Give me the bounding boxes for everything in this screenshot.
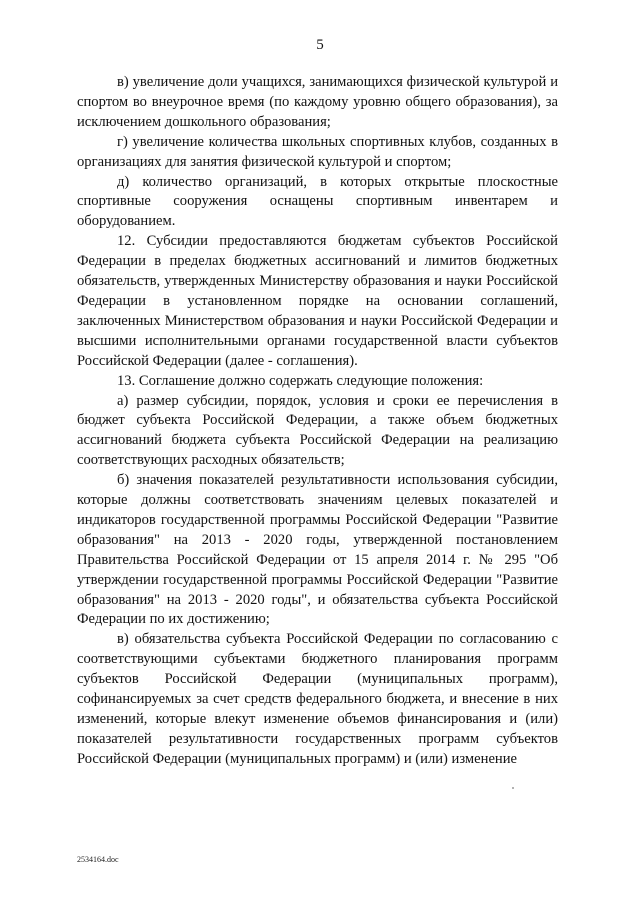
scan-speck: [512, 787, 514, 789]
paragraph-item-d-sports-facilities: д) количество организаций, в которых открытые плоскостные спортивные сооружения оснащены спортивным инвентарем и оборудованием.: [77, 173, 558, 230]
paragraph-item-a-subsidy-amount: а) размер субсидии, порядок, условия и сроки ее перечисления в бюджет субъекта Российской Федерации, а также объем бюджетных ассигнований бюджета субъекта Российской Федерации на реализацию соответствующих расходных обязательств;: [77, 392, 558, 469]
body-text: [77, 73, 558, 770]
document-file-id: 2534164.doc: [77, 855, 119, 864]
paragraph-item-g-sports-clubs: г) увеличение количества школьных спортивных клубов, созданных в организациях для занятия физической культурой и спортом;: [77, 133, 558, 170]
paragraph-clause-13: 13. Соглашение должно содержать следующие положения:: [117, 372, 484, 389]
paragraph-item-v-physical-culture: в) увеличение доли учащихся, занимающихся физической культурой и спортом во внеурочное время (по каждому уровню общего образования), за исключением дошкольного образования;: [77, 74, 558, 130]
paragraph-item-b-indicators: б) значения показателей результативности использования субсидии, которые должны соответствовать значениям целевых показателей и индикаторов государственной программы Российской Федерации "Развитие образования" на 2013 - 2020 годы, утвержденной постановлением Правительства Российской Федерации от 15 апреля 2014 г. № 295 "Об утверждении государственной программы Российской Федерации "Развитие образования" на 2013 - 2020 годы", и обязательства субъекта Российской Федерации по их достижению;: [77, 472, 558, 628]
paragraph-item-v-obligations: в) обязательства субъекта Российской Федерации по согласованию с соответствующими субъектами бюджетного планирования программ субъектов Российской Федерации (муниципальных программ), софинансируемых за счет средств федерального бюджета, и внесение в них изменений, которые влекут изменение объемов финансирования и (или) показателей результативности государственных программ субъектов Российской Федерации (муниципальных программ) и (или) изменение: [77, 631, 558, 767]
paragraph-clause-12: 12. Субсидии предоставляются бюджетам субъектов Российской Федерации в пределах бюджетных ассигнований и лимитов бюджетных обязательств, утвержденных Министерству образования и науки Российской Федерации в установленном порядке на основании соглашений, заключенных Министерством образования и науки Российской Федерации и высшими исполнительными органами государственной власти субъектов Российской Федерации (далее - соглашения).: [77, 233, 558, 369]
page-number: 5: [316, 37, 324, 53]
